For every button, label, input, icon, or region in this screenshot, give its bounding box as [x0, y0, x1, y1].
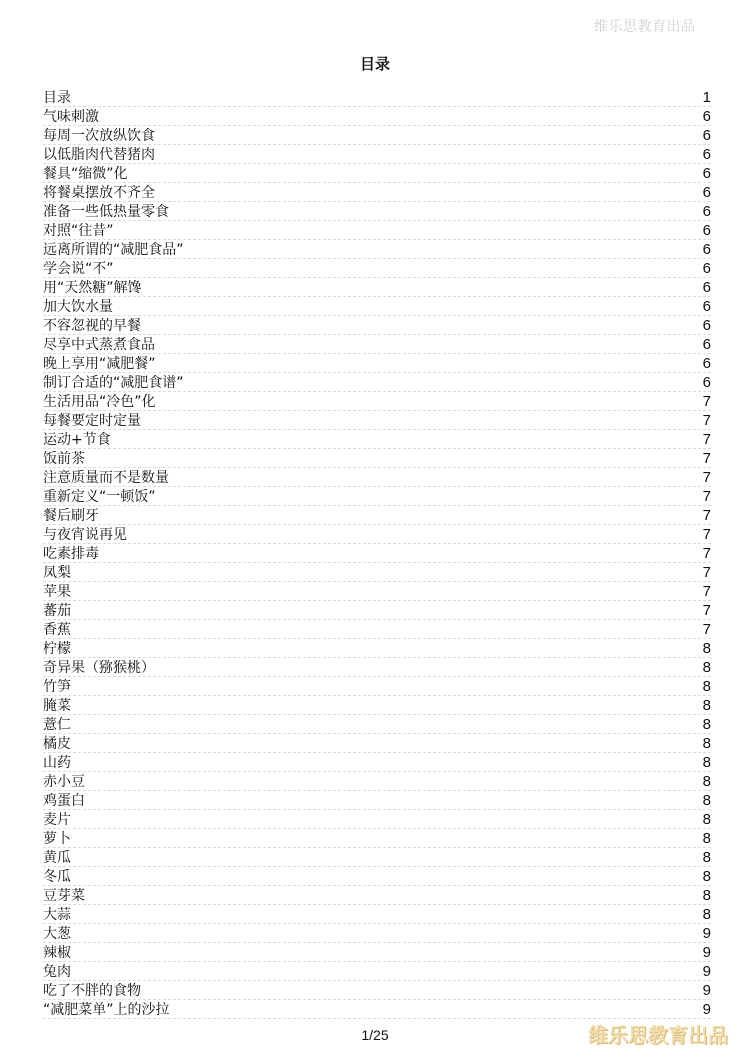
toc-entry[interactable] [43, 373, 711, 392]
toc-entry-label: “减肥菜单”上的沙拉 [43, 1002, 170, 1018]
toc-entry[interactable] [43, 696, 711, 715]
toc-entry[interactable] [43, 88, 711, 107]
toc-entry-page: 8 [702, 658, 711, 676]
toc-entry-page: 8 [702, 867, 711, 885]
toc-entry-label: 香蕉 [43, 622, 71, 638]
toc-entry-page: 9 [702, 962, 711, 980]
toc-entry-page: 7 [702, 563, 711, 581]
toc-entry-label: 橘皮 [43, 736, 71, 752]
toc-entry[interactable] [43, 582, 711, 601]
toc-entry-page: 8 [702, 715, 711, 733]
toc-entry[interactable] [43, 449, 711, 468]
toc-entry-page: 7 [702, 392, 711, 410]
toc-entry-page: 7 [702, 430, 711, 448]
toc-entry-label: 对照“往昔” [43, 223, 114, 239]
toc-entry[interactable] [43, 335, 711, 354]
toc-entry[interactable] [43, 525, 711, 544]
toc-entry-label: 注意质量而不是数量 [43, 470, 169, 486]
toc-entry[interactable] [43, 164, 711, 183]
toc-entry[interactable] [43, 145, 711, 164]
toc-entry-page: 9 [702, 943, 711, 961]
toc-entry-page: 7 [702, 620, 711, 638]
toc-entry-label: 加大饮水量 [43, 299, 113, 315]
toc-entry-label: 麦片 [43, 812, 71, 828]
toc-entry[interactable] [43, 715, 711, 734]
toc-entry-label: 鸡蛋白 [43, 793, 85, 809]
toc-entry[interactable] [43, 924, 711, 943]
toc-entry[interactable] [43, 620, 711, 639]
toc-entry-label: 赤小豆 [43, 774, 85, 790]
toc-entry-page: 6 [702, 183, 711, 201]
toc-entry-page: 6 [702, 145, 711, 163]
toc-entry-page: 7 [702, 544, 711, 562]
toc-entry[interactable] [43, 772, 711, 791]
toc-entry-label: 薏仁 [43, 717, 71, 733]
toc-entry-page: 6 [702, 373, 711, 391]
toc-entry-label: 学会说“不” [43, 261, 114, 277]
toc-entry-label: 尽享中式蒸煮食品 [43, 337, 155, 353]
toc-entry-page: 8 [702, 696, 711, 714]
toc-entry-page: 8 [702, 791, 711, 809]
toc-entry[interactable] [43, 886, 711, 905]
toc-entry-page: 7 [702, 468, 711, 486]
toc-entry-label: 重新定义“一顿饭” [43, 489, 156, 505]
toc-entry-page: 8 [702, 829, 711, 847]
toc-entry-page: 6 [702, 126, 711, 144]
toc-entry-page: 7 [702, 506, 711, 524]
toc-entry-page: 8 [702, 886, 711, 904]
toc-entry-page: 6 [702, 278, 711, 296]
page-number: 1/25 [361, 1027, 389, 1043]
toc-entry-page: 6 [702, 221, 711, 239]
toc-entry-page: 6 [702, 316, 711, 334]
toc-entry-page: 6 [702, 107, 711, 125]
toc-entry-page: 6 [702, 202, 711, 220]
toc-entry[interactable] [43, 962, 711, 981]
toc-entry-label: 腌菜 [43, 698, 71, 714]
toc-entry-page: 8 [702, 810, 711, 828]
toc-entry-page: 7 [702, 582, 711, 600]
toc-entry-label: 奇异果（猕猴桃） [43, 660, 155, 676]
toc-entry[interactable] [43, 392, 711, 411]
toc-entry-label: 柠檬 [43, 641, 71, 657]
toc-entry-label: 蕃茄 [43, 603, 71, 619]
toc-entry-label: 冬瓜 [43, 869, 71, 885]
toc-entry[interactable] [43, 791, 711, 810]
toc-entry-label: 吃了不胖的食物 [43, 983, 141, 999]
toc-entry[interactable] [43, 867, 711, 886]
toc-entry-label: 凤梨 [43, 565, 71, 581]
toc-entry-page: 8 [702, 772, 711, 790]
toc-entry[interactable] [43, 981, 711, 1000]
toc-entry-label: 萝卜 [43, 831, 71, 847]
toc-entry-page: 9 [702, 981, 711, 999]
toc-entry-page: 7 [702, 525, 711, 543]
toc-entry-label: 辣椒 [43, 945, 71, 961]
toc-entry[interactable] [43, 430, 711, 449]
toc-entry-page: 8 [702, 639, 711, 657]
toc-entry-page: 7 [702, 601, 711, 619]
toc-entry[interactable] [43, 240, 711, 259]
page-title: 目录 [359, 55, 390, 73]
toc-entry-label: 竹笋 [43, 679, 71, 695]
toc-entry-page: 8 [702, 905, 711, 923]
toc-entry[interactable] [43, 107, 711, 126]
toc-entry[interactable] [43, 601, 711, 620]
toc-entry[interactable] [43, 468, 711, 487]
toc-entry-label: 兔肉 [43, 964, 71, 980]
watermark-bottom: 维乐思教育出品 [588, 1023, 728, 1047]
toc-entry-label: 餐后刷牙 [43, 508, 99, 524]
toc-entry[interactable] [43, 848, 711, 867]
toc-entry-label: 豆芽菜 [43, 888, 85, 904]
toc-entry[interactable] [43, 411, 711, 430]
toc-entry-label: 每周一次放纵饮食 [43, 128, 155, 144]
toc-entry-label: 黄瓜 [43, 850, 71, 866]
toc-entry[interactable] [43, 1000, 711, 1019]
toc-entry[interactable] [43, 183, 711, 202]
toc-entry-page: 9 [702, 1000, 711, 1018]
toc-entry[interactable] [43, 829, 711, 848]
toc-entry-page: 9 [702, 924, 711, 942]
toc-entry[interactable] [43, 544, 711, 563]
toc-entry-page: 7 [702, 449, 711, 467]
toc-entry[interactable] [43, 658, 711, 677]
toc-entry-label: 山药 [43, 755, 71, 771]
toc-entry-page: 1 [702, 88, 711, 106]
toc-entry-label: 将餐桌摆放不齐全 [43, 185, 155, 201]
toc-entry[interactable] [43, 316, 711, 335]
toc-entry-label: 运动+节食 [43, 432, 111, 448]
toc-entry-page: 6 [702, 164, 711, 182]
toc-entry-page: 6 [702, 354, 711, 372]
toc-entry[interactable] [43, 487, 711, 506]
toc-entry-label: 苹果 [43, 584, 71, 600]
toc-entry[interactable] [43, 297, 711, 316]
toc-entry-label: 与夜宵说再见 [43, 527, 127, 543]
toc-entry[interactable] [43, 259, 711, 278]
toc-entry-page: 8 [702, 753, 711, 771]
toc-entry[interactable] [43, 905, 711, 924]
toc-entry-label: 餐具“缩微”化 [43, 166, 128, 182]
toc-entry[interactable] [43, 563, 711, 582]
toc-entry-label: 制订合适的“减肥食谱” [43, 375, 184, 391]
toc-entry[interactable] [43, 354, 711, 373]
toc-entry[interactable] [43, 202, 711, 221]
toc-entry-page: 8 [702, 734, 711, 752]
toc-entry[interactable] [43, 677, 711, 696]
toc-entry-label: 晚上享用“减肥餐” [43, 356, 156, 372]
toc-entry-page: 6 [702, 297, 711, 315]
toc-entry-label: 目录 [43, 90, 71, 106]
toc-entry[interactable] [43, 126, 711, 145]
watermark-top: 维乐思教育出品 [594, 19, 696, 35]
toc-entry[interactable] [43, 753, 711, 772]
toc-entry-page: 6 [702, 259, 711, 277]
toc-entry-page: 6 [702, 335, 711, 353]
toc-entry-label: 大葱 [43, 926, 71, 942]
toc-entry-label: 用“天然糖”解馋 [43, 280, 142, 296]
toc-entry[interactable] [43, 221, 711, 240]
toc-entry[interactable] [43, 639, 711, 658]
toc-entry-page: 6 [702, 240, 711, 258]
toc-entry-label: 远离所谓的“减肥食品” [43, 242, 184, 258]
toc-entry-label: 饭前茶 [43, 451, 85, 467]
toc-entry-label: 生活用品“冷色”化 [43, 394, 156, 410]
toc-entry[interactable] [43, 734, 711, 753]
toc-entry[interactable] [43, 278, 711, 297]
toc-entry[interactable] [43, 506, 711, 525]
toc-entry-page: 8 [702, 848, 711, 866]
toc-entry-page: 7 [702, 411, 711, 429]
toc-entry[interactable] [43, 943, 711, 962]
toc-entry-label: 准备一些低热量零食 [43, 204, 169, 220]
toc-entry[interactable] [43, 810, 711, 829]
toc-entry-page: 7 [702, 487, 711, 505]
toc-entry-label: 吃素排毒 [43, 546, 99, 562]
toc-entry-label: 不容忽视的早餐 [43, 318, 141, 334]
toc-entry-label: 大蒜 [43, 907, 71, 923]
table-of-contents [43, 88, 711, 1019]
toc-entry-label: 气味刺激 [43, 109, 99, 125]
toc-entry-label: 每餐要定时定量 [43, 413, 141, 429]
toc-entry-label: 以低脂肉代替猪肉 [43, 147, 155, 163]
toc-entry-page: 8 [702, 677, 711, 695]
